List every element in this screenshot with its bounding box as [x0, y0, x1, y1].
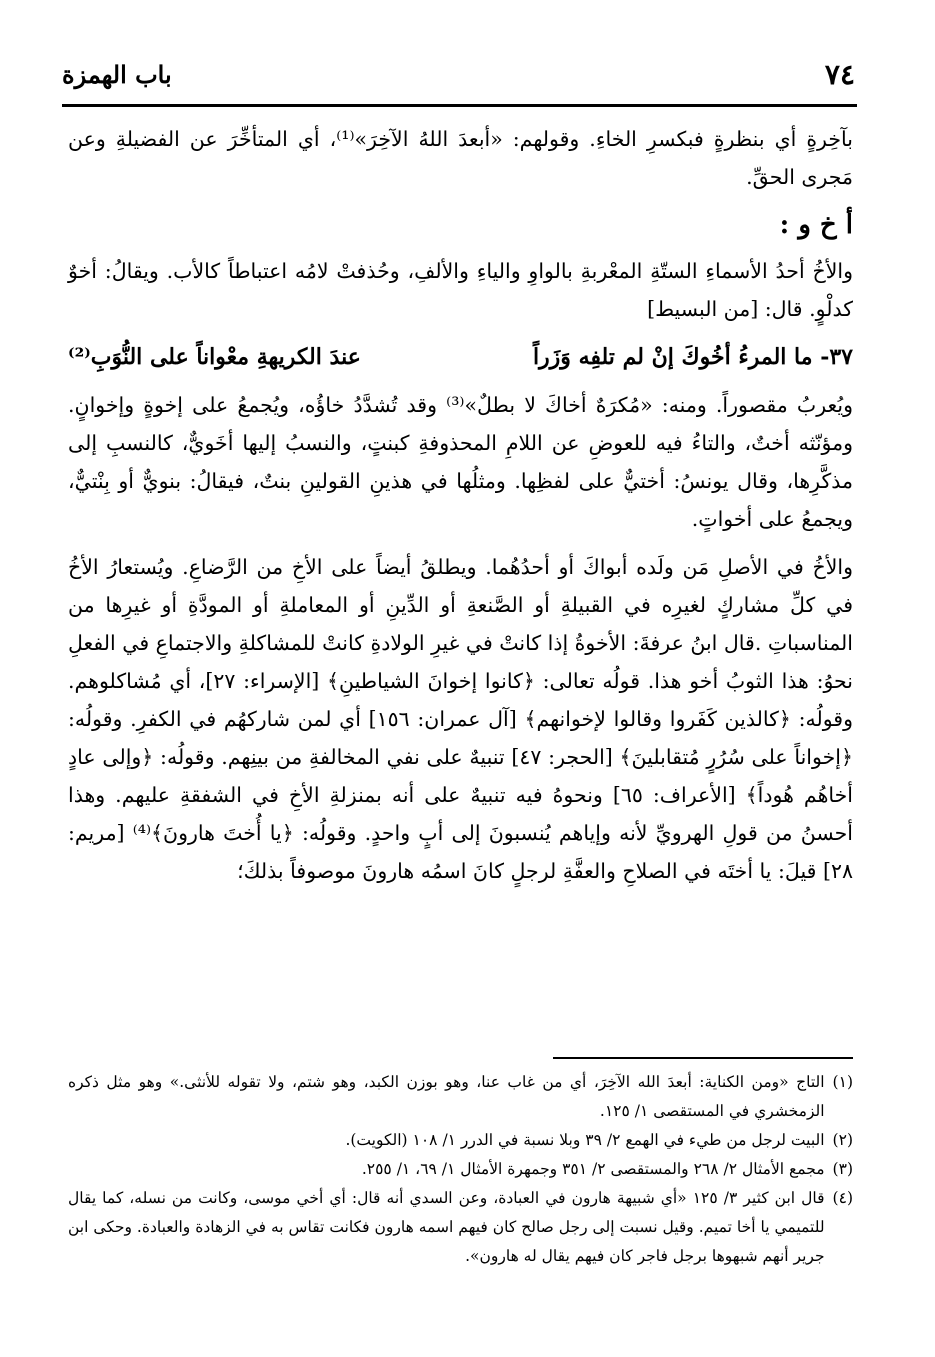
footnote-divider: [553, 1057, 853, 1059]
paragraph: ويُعربُ مقصوراً. ومنه: «مُكرَهٌ أخاكَ لا بطلٌ»⁽³⁾ وقد تُشدَّدُ خاؤُه، ويُجمعُ على إخوةٍ وإخوانٍ. ومؤنّثه أختٌ، والتاءُ فيه للعوضِ عن اللامِ المحذوفةِ كبنتٍ، والنسبُ إليها أخَويٌّ، كالنسبِ إلى مذكَّرِها، وقال يونسُ: أختيٌّ على لفظِها. ومثلُها في هذينِ القولينِ بنتٌ، فيقالُ: بنويٌّ أو بِنْتيٌّ، ويجمعُ على أخواتٍ.: [68, 393, 853, 531]
footnote-number: (٣): [832, 1160, 853, 1178]
page-number: ٧٤: [824, 58, 855, 91]
footnote-text: مجمع الأمثال ٢/ ٢٦٨ والمستقصى ٢/ ٣٥١ وجمهرة الأمثال ١/ ٦٩، ١/ ٢٥٥.: [361, 1160, 825, 1178]
footnote-number: (٤): [832, 1189, 853, 1207]
footnote: [68, 1068, 853, 1126]
page-header: [62, 58, 855, 98]
main-text: [68, 120, 853, 900]
chapter-title: باب الهمزة: [62, 60, 172, 89]
paragraph: والأخُ أحدُ الأسماءِ الستّةِ المعْربةِ بالواوِ والياءِ والألفِ، وحُذفتْ لامُه اعتباطاً كالأب. ويقالُ: أخوٌ كدلْوٍ. قال: [من البسيط]: [68, 259, 853, 321]
footnote-text: البيت لرجل من طيء في الهمع ٢/ ٣٩ وبلا نسبة في الدرر ١/ ١٠٨ (الكويت).: [345, 1131, 825, 1149]
footnote: [68, 1155, 853, 1184]
footnote-text: قال ابن كثير ٣/ ١٢٥ «أي شبيهة هارون في العبادة، وعن السدي أنه قال: أي أخي موسى، وكانت من نسله، كما يقال للتميمي يا أخا تميم. وقيل نسبت إلى رجل صالح كان فيهم اسمه هارون فكانت تقاس به في الزهادة والعبادة. وحكى ابن جرير أنهم شبهوها برجل فاجر كان فيهم يقال له هارون».: [68, 1189, 825, 1265]
verse-hemistich-2: عندَ الكريهةِ معْواناً على النُّوَبِ⁽²⁾: [68, 344, 361, 370]
root-heading: أ خ و :: [779, 210, 853, 240]
footnotes: [68, 1068, 853, 1271]
paragraph: والأخُ في الأصلِ مَن ولَده أبواكَ أو أحدُهُما. ويطلقُ أيضاً على الأخِ من الرَّضاعِ. ويُستعارُ الأخُ في كلِّ مشاركٍ لغيرِه في القبيلةِ أو الصَّنعةِ أو الدِّينِ أو المعاملةِ أو المودَّةِ أو غيرِها من المناسباتِ .قال ابنُ عرفةَ: الأخوةُ إذا كانتْ في غيرِ الولادةِ كانتْ للمشاكلةِ والاجتماعِ في الفعلِ نحوُ: هذا الثوبُ أخو هذا. قولُه تعالى: ﴿كانوا إخوانَ الشياطينِ﴾ [الإسراء: ٢٧]، أي مُشاكلوهم. وقولُه: ﴿كالذين كَفَروا وقالوا لإخوانهم﴾ [آل عمران: ١٥٦] أي لمن شاركهُم في الكفرِ. وقولُه: ﴿إخواناً على سُرُرٍ مُتقابلينَ﴾ [الحجر: ٤٧] تنبيهٌ على نفي المخالفةِ من بينِهم. وقولُه: ﴿وإلى عادٍ أخاهُم هُوداً﴾ [الأعراف: ٦٥] ونحوهُ فيه تنبيهٌ على أنه بمنزلةِ الأخِ في الشفقةِ عليهم. وهذا أحسنُ من قولِ الهرويِّ لأنه وإياهم يُنسبونَ إلى أبٍ واحدٍ. وقولُه: ﴿يا أُختَ هارونَ﴾⁽⁴⁾ [مريم: ٢٨] قيلَ: يا أختَه في الصلاحِ والعفَّةِ لرجلٍ كانَ اسمُه هارونَ موصوفاً بذلكَ؛: [68, 555, 854, 883]
verse-number: ٣٧-: [820, 344, 853, 370]
footnote-number: (٢): [832, 1131, 853, 1149]
footnote: [68, 1126, 853, 1155]
poetry-verse: [68, 338, 853, 376]
paragraph: بآخِرةٍ أي بنظرةٍ فبكسرِ الخاءِ. وقولهم: «أبعدَ اللهُ الآخِرَ»⁽¹⁾، أي المتأخِّرَ عن الفضيلةِ وعن مَجرى الحقِّ.: [68, 127, 853, 189]
footnote-text: التاج «ومن الكناية: أبعدَ الله الآخِرَ، أي من غاب عنا، وهو بوزن الكبد، وهو شتم، ولا تقوله للأنثى.» وهو مثل ذكره الزمخشري في المستقصى ١/ ١٢٥.: [68, 1073, 825, 1120]
footnote-number: (١): [832, 1073, 853, 1091]
verse-first-half: [533, 338, 853, 376]
verse-hemistich-1: ما المرءُ أخُوكَ إنْ لم تلفِه وَزَراً: [532, 344, 813, 370]
header-divider: [62, 104, 857, 107]
footnote: [68, 1184, 853, 1271]
